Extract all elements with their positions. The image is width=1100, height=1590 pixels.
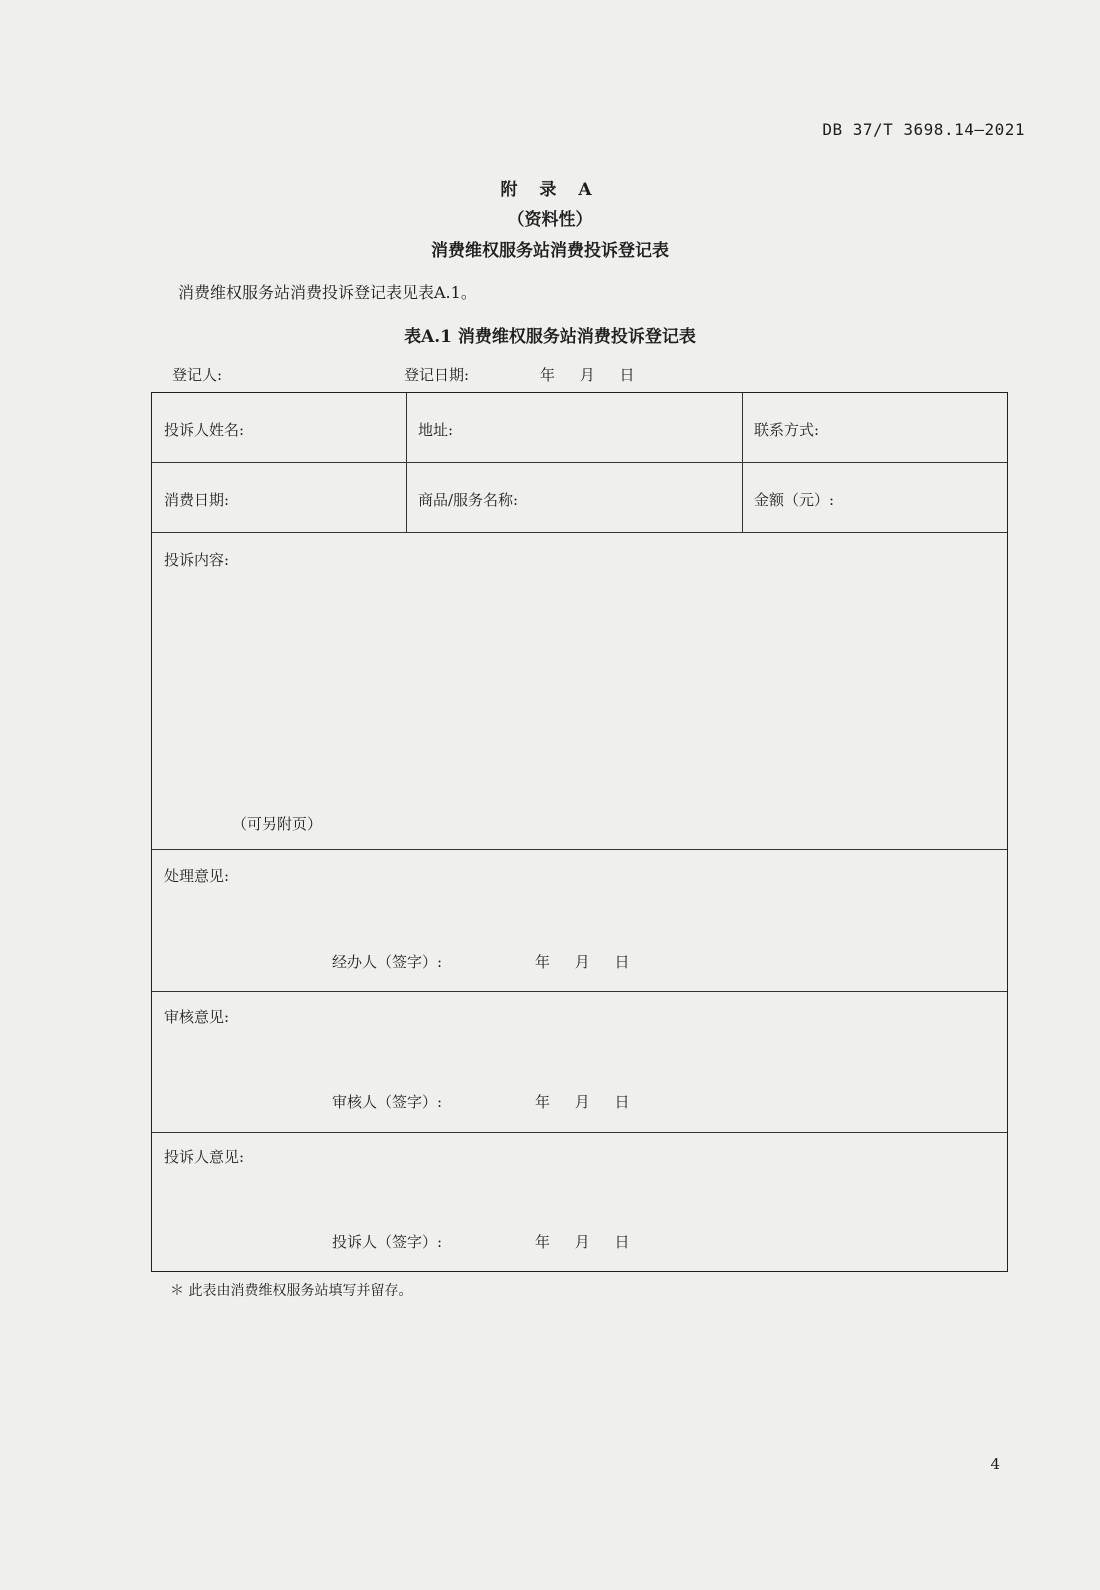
row-divider	[152, 532, 1007, 533]
page-number: 4	[990, 1455, 1000, 1473]
contact-label: 联系方式:	[754, 421, 820, 439]
complainant-name-label: 投诉人姓名:	[164, 421, 245, 439]
product-service-label: 商品/服务名称:	[418, 491, 519, 509]
table-caption: 表A.1 消费维权服务站消费投诉登记表	[404, 327, 696, 347]
consumption-date-label: 消费日期:	[164, 491, 230, 509]
handling-opinion-label: 处理意见:	[164, 867, 230, 885]
reviewer-signature-label: 审核人（签字）:	[332, 1093, 443, 1111]
appendix-intro: 消费维权服务站消费投诉登记表见表A.1。	[178, 283, 477, 302]
appendix-label: 附 录 A	[500, 180, 600, 200]
appendix-title: 消费维权服务站消费投诉登记表	[431, 241, 669, 261]
review-opinion-label: 审核意见:	[164, 1008, 230, 1026]
column-divider	[742, 393, 743, 532]
reviewer-date-ymd: 年 月 日	[535, 1093, 630, 1111]
row-divider	[152, 462, 1007, 463]
standard-code: DB 37/T 3698.14—2021	[822, 120, 1025, 139]
address-label: 地址:	[418, 421, 454, 439]
registrar-label: 登记人:	[172, 366, 223, 384]
appendix-nature: （资料性）	[507, 210, 593, 230]
row-divider	[152, 849, 1007, 850]
complaint-content-label: 投诉内容:	[164, 551, 230, 569]
row-divider	[152, 991, 1007, 992]
row-divider	[152, 1132, 1007, 1133]
complainant-date-ymd: 年 月 日	[535, 1233, 630, 1251]
handler-date-ymd: 年 月 日	[535, 953, 630, 971]
complainant-opinion-label: 投诉人意见:	[164, 1148, 245, 1166]
complainant-signature-label: 投诉人（签字）:	[332, 1233, 443, 1251]
table-footnote: ＊ 此表由消费维权服务站填写并留存。	[170, 1283, 413, 1299]
registration-date-label: 登记日期:	[404, 366, 470, 384]
complaint-form-table	[151, 392, 1008, 1272]
registration-date-ymd: 年 月 日	[540, 366, 635, 384]
column-divider	[406, 393, 407, 532]
handler-signature-label: 经办人（签字）:	[332, 953, 443, 971]
attach-page-note: （可另附页）	[232, 815, 323, 833]
amount-label: 金额（元）:	[754, 491, 835, 509]
